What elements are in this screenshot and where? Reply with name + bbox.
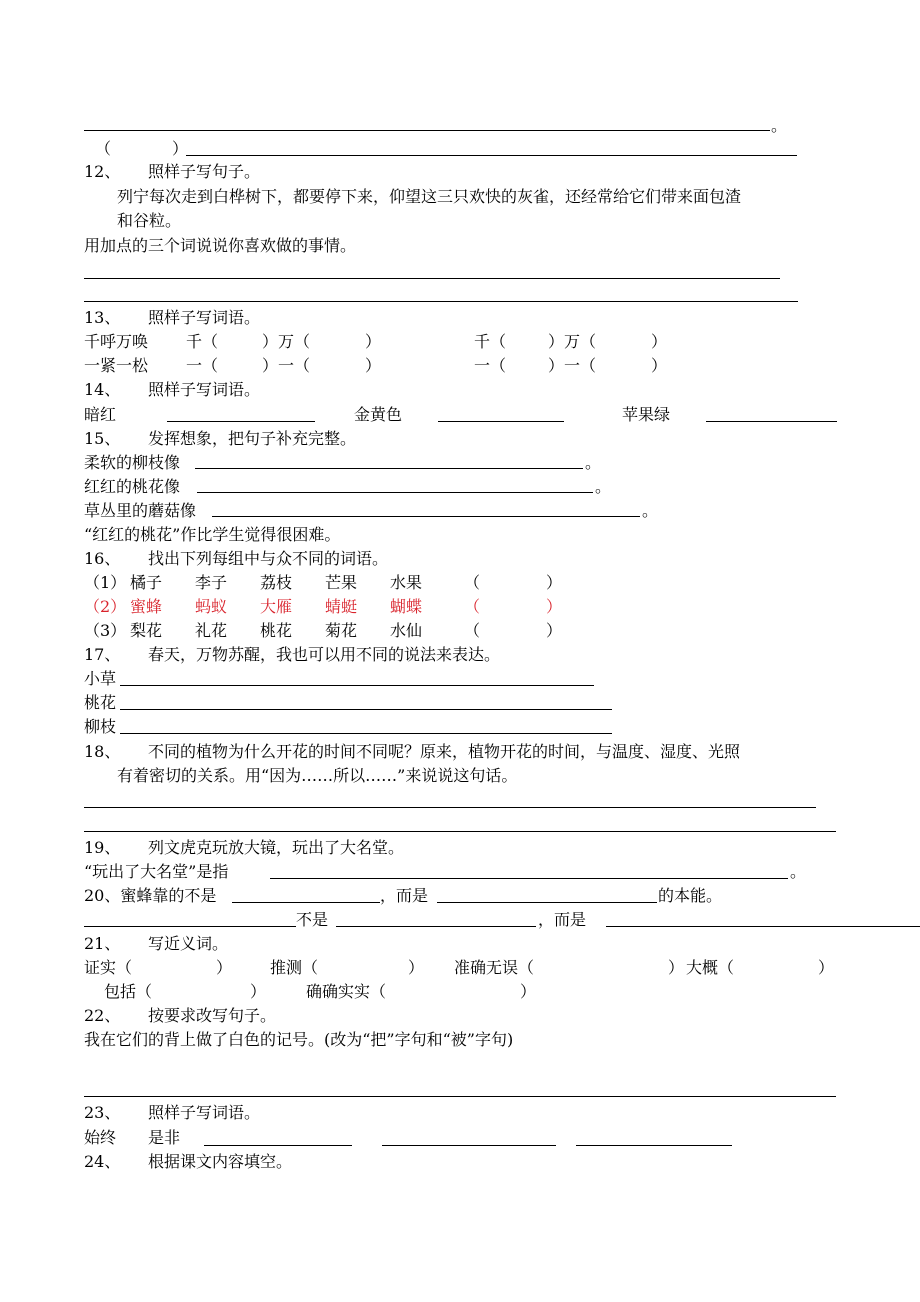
question-title: 按要求改写句子。 [148, 1006, 277, 1025]
answer-line[interactable] [437, 902, 657, 903]
question-text: 的本能。 [658, 886, 723, 905]
question-number: 23、 [84, 1103, 121, 1122]
question-title: 列文虎克玩放大镜，玩出了大名堂。 [148, 838, 405, 857]
question-number: 12、 [84, 162, 121, 181]
end-mark: 。 [790, 862, 807, 881]
end-mark: 。 [771, 116, 788, 135]
answer-line[interactable] [576, 1145, 732, 1146]
question-title: 照样子写词语。 [148, 380, 261, 399]
paren-right: ） [172, 139, 189, 158]
end-mark: 。 [585, 453, 602, 472]
answer-line[interactable] [120, 685, 594, 686]
question-text: ，而是 [538, 910, 587, 929]
question-number: 13、 [84, 308, 121, 327]
blank-prefix: 一（ [186, 356, 219, 375]
synonym-item: 准确无误（ [454, 958, 535, 977]
answer-line[interactable] [270, 878, 788, 879]
answer-line[interactable] [438, 421, 564, 422]
blank-close: ） [365, 332, 382, 351]
question-title: 照样子写词语。 [148, 1103, 261, 1122]
answer-paren-right: ） [546, 573, 563, 592]
synonym-close[interactable]: ） [520, 982, 537, 1001]
blank-prefix: 千（ [186, 332, 219, 351]
word-item: 暗红 [84, 405, 117, 424]
group-word: 水仙 [390, 621, 423, 640]
end-mark: 。 [642, 501, 659, 520]
synonym-close[interactable]: ） [668, 958, 685, 977]
answer-paren-left[interactable]: （ [464, 597, 481, 616]
question-title-cont: 有着密切的关系。用“因为……所以……”来说说这句话。 [117, 766, 518, 785]
synonym-item: 证实（ [84, 958, 133, 977]
group-word: 橘子 [130, 573, 163, 592]
answer-line[interactable] [212, 516, 640, 517]
blank-mid[interactable]: ）万（ [548, 332, 597, 351]
synonym-item: 包括（ [104, 982, 153, 1001]
question-title: 找出下列每组中与众不同的词语。 [148, 549, 389, 568]
end-mark: 。 [595, 477, 612, 496]
synonym-close[interactable]: ） [408, 958, 425, 977]
example-sentence: 列宁每次走到白桦树下，都要停下来，仰望这三只欢快的灰雀，还经常给它们带来面包渣 [117, 187, 742, 206]
group-word: 蝴蝶 [390, 597, 423, 616]
sentence-stem: 柳枝 [84, 717, 117, 736]
question-number: 17、 [84, 645, 121, 664]
group-word: 蚂蚁 [195, 597, 228, 616]
answer-line[interactable] [84, 130, 770, 131]
question-title: 发挥想象，把句子补充完整。 [148, 429, 357, 448]
question-text: ，而是 [380, 886, 429, 905]
answer-line[interactable] [167, 421, 315, 422]
sentence-stem: 桃花 [84, 693, 117, 712]
blank-mid[interactable]: ）万（ [262, 332, 311, 351]
question-text: 不是 [296, 910, 329, 929]
sentence-stem: 草丛里的蘑菇像 [84, 501, 197, 520]
blank-close: ） [651, 356, 668, 375]
answer-line[interactable] [606, 926, 920, 927]
answer-line[interactable] [84, 926, 296, 927]
blank-mid[interactable]: ）一（ [262, 356, 311, 375]
question-title: 写近义词。 [148, 934, 229, 953]
sentence-stem: 小草 [84, 669, 117, 688]
sentence-stem: 柔软的柳枝像 [84, 453, 181, 472]
question-number: 21、 [84, 934, 121, 953]
answer-paren-left[interactable]: （ [464, 573, 481, 592]
blank-mid[interactable]: ）一（ [548, 356, 597, 375]
answer-line[interactable] [120, 709, 612, 710]
answer-line[interactable] [706, 421, 837, 422]
answer-line[interactable] [84, 807, 816, 808]
answer-line[interactable] [204, 1145, 352, 1146]
question-number: 24、 [84, 1152, 121, 1171]
question-title: 不同的植物为什么开花的时间不同呢？原来，植物开花的时间，与温度、湿度、光照 [148, 742, 741, 761]
group-word: 荔枝 [260, 573, 293, 592]
group-word: 水果 [390, 573, 423, 592]
question-number: 22、 [84, 1006, 121, 1025]
teacher-note: “红红的桃花”作比学生觉得很困难。 [84, 525, 341, 544]
example-word: 一紧一松 [84, 356, 149, 375]
word-item: 苹果绿 [622, 405, 671, 424]
question-title: 春天，万物苏醒，我也可以用不同的说法来表达。 [148, 645, 501, 664]
question-title: 根据课文内容填空。 [148, 1152, 293, 1171]
group-word: 李子 [195, 573, 228, 592]
answer-line[interactable] [336, 926, 536, 927]
paren-left: （ [95, 139, 112, 158]
answer-line[interactable] [84, 278, 780, 279]
answer-paren-left[interactable]: （ [464, 621, 481, 640]
group-word: 桃花 [260, 621, 293, 640]
group-word: 蜻蜓 [325, 597, 358, 616]
synonym-item: 推测（ [270, 958, 319, 977]
synonym-item: 大概（ [686, 958, 735, 977]
synonym-item: 确确实实（ [306, 982, 387, 1001]
answer-line[interactable] [382, 1145, 556, 1146]
group-word: 菊花 [325, 621, 358, 640]
synonym-close[interactable]: ） [818, 958, 835, 977]
question-number: 19、 [84, 838, 121, 857]
question-title: 照样子写词语。 [148, 308, 261, 327]
group-label: （1） [84, 573, 127, 592]
word-item: 是非 [148, 1128, 181, 1147]
answer-paren-right: ） [546, 597, 563, 616]
group-word: 大雁 [260, 597, 293, 616]
question-number: 16、 [84, 549, 121, 568]
group-word: 芒果 [325, 573, 358, 592]
blank-close: ） [365, 356, 382, 375]
answer-line[interactable] [232, 902, 380, 903]
blank-close: ） [651, 332, 668, 351]
question-sentence: 我在它们的背上做了白色的记号。(改为“把”字句和“被”字句) [84, 1030, 514, 1049]
answer-line[interactable] [84, 831, 836, 832]
question-number: 18、 [84, 742, 121, 761]
question-prompt: 用加点的三个词说说你喜欢做的事情。 [84, 236, 357, 255]
answer-line[interactable] [197, 492, 593, 493]
blank-prefix: 千（ [474, 332, 507, 351]
answer-line[interactable] [84, 1096, 836, 1097]
question-number: 14、 [84, 380, 121, 399]
group-word: 梨花 [130, 621, 163, 640]
answer-line[interactable] [186, 155, 797, 156]
synonym-close[interactable]: ） [216, 958, 233, 977]
answer-line[interactable] [84, 301, 798, 302]
group-label: （3） [84, 621, 127, 640]
word-item: 始终 [84, 1128, 117, 1147]
answer-line[interactable] [120, 733, 612, 734]
answer-paren-right: ） [546, 621, 563, 640]
synonym-close[interactable]: ） [250, 982, 267, 1001]
question-prompt: “玩出了大名堂”是指 [84, 862, 229, 881]
sentence-stem: 红红的桃花像 [84, 477, 181, 496]
word-item: 金黄色 [354, 405, 403, 424]
question-text: 20、蜜蜂靠的不是 [84, 886, 217, 905]
example-sentence-cont: 和谷粒。 [117, 211, 182, 230]
example-word: 千呼万唤 [84, 332, 149, 351]
group-word: 礼花 [195, 621, 228, 640]
group-word: 蜜蜂 [130, 597, 163, 616]
question-title: 照样子写句子。 [148, 162, 261, 181]
blank-prefix: 一（ [474, 356, 507, 375]
group-label: （2） [84, 597, 127, 616]
answer-line[interactable] [195, 468, 583, 469]
question-number: 15、 [84, 429, 121, 448]
